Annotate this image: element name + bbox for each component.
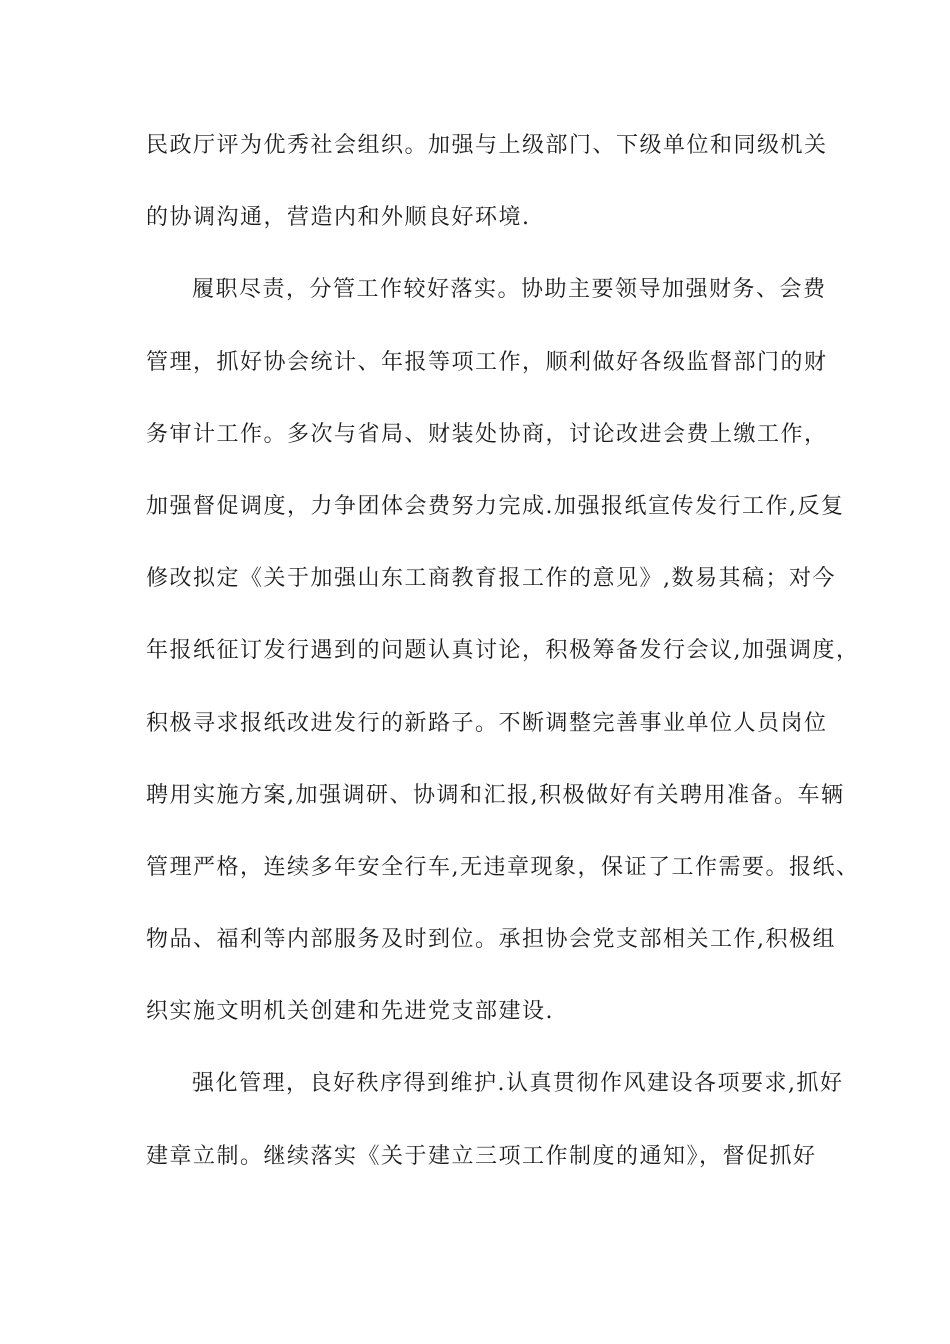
text-line: 加强督促调度，力争团体会费努力完成.加强报纸宣传发行工作,反复 [146,493,845,519]
paragraph-first-line: 履职尽责，分管工作较好落实。协助主要领导加强财务、会费 [192,277,827,303]
text-line: 民政厅评为优秀社会组织。加强与上级部门、下级单位和同级机关 [146,133,828,158]
text-line: 建章立制。继续落实《关于建立三项工作制度的通知》，督促抓好 [146,1143,817,1169]
text-line: 积极寻求报纸改进发行的新路子。不断调整完善事业单位人员岗位 [146,710,828,736]
text-line: 务审计工作。多次与省局、财装处协商，讨论改进会费上缴工作， [146,421,828,447]
text-line: 的协调沟通，营造内和外顺良好环境. [146,205,531,231]
text-line: 年报纸征订发行遇到的问题认真讨论，积极筹备发行会议,加强调度， [146,638,860,664]
text-line: 管理严格，连续多年安全行车,无违章现象，保证了工作需要。报纸、 [146,854,860,880]
text-line: 织实施文明机关创建和先进党支部建设. [146,999,554,1025]
text-line: 修改拟定《关于加强山东工商教育报工作的意见》,数易其稿；对今 [146,566,836,592]
text-line: 物品、福利等内部服务及时到位。承担协会党支部相关工作,积极组 [146,927,836,953]
text-line: 管理，抓好协会统计、年报等项工作，顺利做好各级监督部门的财 [146,349,828,375]
body-text [146,126,860,1209]
text-line: 聘用实施方案,加强调研、协调和汇报,积极做好有关聘用准备。车辆 [146,782,845,808]
paragraph-first-line: 强化管理，良好秩序得到维护.认真贯彻作风建设各项要求,抓好 [192,1071,844,1097]
